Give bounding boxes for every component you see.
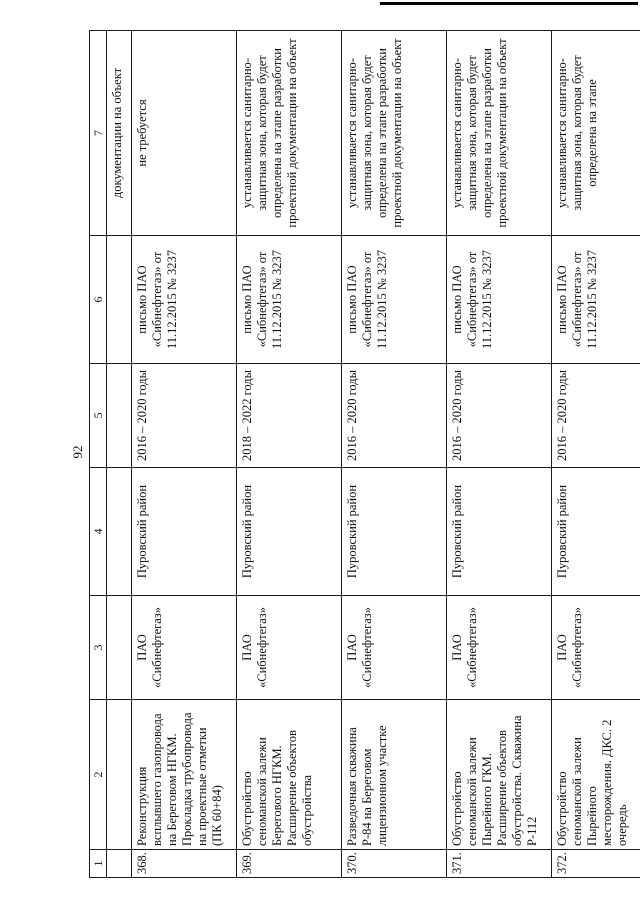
col-number-7: 7	[90, 31, 107, 236]
period: 2016 – 2020 годы	[552, 364, 640, 468]
object-name: Обустройство сеноманской залежи Пырейного ГКМ. Расширение объектов обустройства. Скважина Р-112	[447, 700, 552, 850]
district: Пуровский район	[342, 468, 447, 596]
continuation-row	[107, 31, 132, 878]
sanitary-zone: устанавливается санитарно-защитная зона, которая будет определена на этапе	[552, 31, 640, 236]
period: 2016 – 2020 годы	[447, 364, 552, 468]
row-number: 369.	[237, 850, 342, 878]
table-row	[342, 31, 447, 878]
col-number-2: 2	[90, 700, 107, 850]
objects-table	[89, 30, 640, 878]
col-number-4: 4	[90, 468, 107, 596]
owner: ПАО «Сибнефтегаз»	[132, 596, 237, 700]
col-number-3: 3	[90, 596, 107, 700]
top-rule	[380, 2, 638, 5]
owner: ПАО «Сибнефтегаз»	[342, 596, 447, 700]
source-letter: письмо ПАО «Сибнефтегаз» от 11.12.2015 № 3237	[132, 236, 237, 364]
sanitary-zone: устанавливается санитарно-защитная зона, которая будет определена на этапе разработки проектной документации на объект	[447, 31, 552, 236]
district: Пуровский район	[132, 468, 237, 596]
table-row	[237, 31, 342, 878]
object-name: Реконструкция всплывшего газопровода на Береговом НГКМ. Прокладка трубопровода на проектные отметки (ПК 60+84)	[132, 700, 237, 850]
col-number-5: 5	[90, 364, 107, 468]
district: Пуровский район	[447, 468, 552, 596]
source-letter: письмо ПАО «Сибнефтегаз» от 11.12.2015 № 3237	[552, 236, 640, 364]
district: Пуровский район	[237, 468, 342, 596]
row-number: 371.	[447, 850, 552, 878]
page-number: 92	[70, 445, 85, 459]
table-row	[552, 31, 640, 878]
sanitary-zone: устанавливается санитарно-защитная зона, которая будет определена на этапе разработки проектной документации на объект	[342, 31, 447, 236]
table-row	[132, 31, 237, 878]
continuation-text: документации на объект	[107, 31, 132, 236]
period: 2018 – 2022 годы	[237, 364, 342, 468]
owner: ПАО «Сибнефтегаз»	[552, 596, 640, 700]
column-number-row	[90, 31, 107, 878]
district: Пуровский район	[552, 468, 640, 596]
source-letter: письмо ПАО «Сибнефтегаз» от 11.12.2015 № 3237	[237, 236, 342, 364]
owner: ПАО «Сибнефтегаз»	[237, 596, 342, 700]
row-number: 368.	[132, 850, 237, 878]
row-number: 372.	[552, 850, 640, 878]
period: 2016 – 2020 годы	[132, 364, 237, 468]
sanitary-zone: устанавливается санитарно-защитная зона, которая будет определена на этапе разработки проектной документации на объект	[237, 31, 342, 236]
owner: ПАО «Сибнефтегаз»	[447, 596, 552, 700]
object-name: Обустройство сеноманской залежи Берегового НГКМ. Расширение объектов обустройства	[237, 700, 342, 850]
period: 2016 – 2020 годы	[342, 364, 447, 468]
source-letter: письмо ПАО «Сибнефтегаз» от 11.12.2015 № 3237	[342, 236, 447, 364]
rotated-table-sheet	[89, 30, 630, 878]
object-name: Разведочная скважина Р-84 на Береговом лицензионном участке	[342, 700, 447, 850]
sanitary-zone: не требуется	[132, 31, 237, 236]
col-number-1: 1	[90, 850, 107, 878]
table-row	[447, 31, 552, 878]
col-number-6: 6	[90, 236, 107, 364]
source-letter: письмо ПАО «Сибнефтегаз» от 11.12.2015 № 3237	[447, 236, 552, 364]
object-name: Обустройство сеноманской залежи Пырейного месторождения. ДКС. 2 очередь	[552, 700, 640, 850]
row-number: 370.	[342, 850, 447, 878]
